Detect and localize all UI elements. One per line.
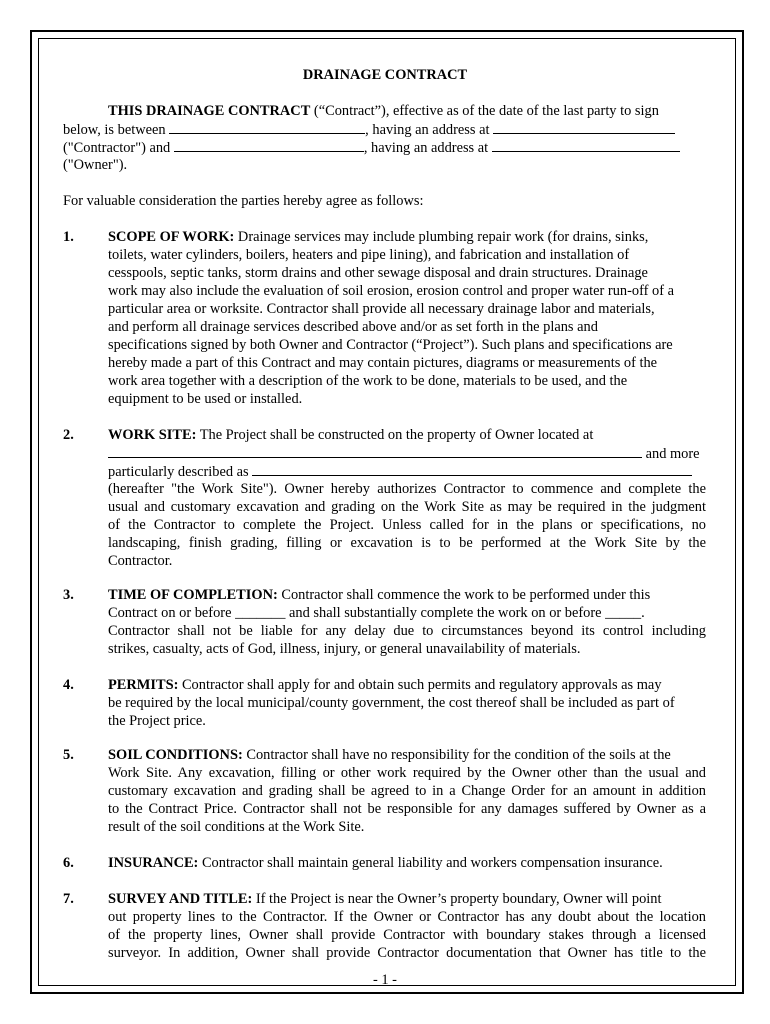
intro-contractor-label: ("Contractor") and [63,140,174,156]
section-1-heading: SCOPE OF WORK: [108,229,235,245]
section-2-line: (hereafter "the Work Site"). Owner hereby authorizes Contractor to commence and complete the [108,481,706,497]
document-title: DRAINAGE CONTRACT [302,67,468,83]
section-7-line-1 [108,890,661,908]
contractor-name-blank[interactable] [169,120,365,134]
section-1-line: work area together with a description of the work to be done, materials to be used, and the [108,373,628,389]
section-1-line: cesspools, septic tanks, storm drains and other sewage disposal and drain structures. Drainage [108,265,648,281]
section-2-line-3 [108,462,692,481]
section-2-number: 2. [63,427,74,443]
intro-line-2 [63,120,675,139]
owner-address-blank[interactable] [492,138,680,152]
consideration-text: For valuable consideration the parties hereby agree as follows: [63,193,424,209]
section-6-line-1 [108,854,663,872]
page-number: - 1 - [373,972,397,988]
section-1-line: toilets, water cylinders, boilers, heaters and pipe lining), and fabrication and installation of [108,247,630,263]
section-5-line-1 [108,746,671,764]
section-1-line: hereby made a part of this Contract and may contain pictures, diagrams or measurements of the [108,355,658,371]
section-3-number: 3. [63,587,74,603]
section-7-line: out property lines to the Contractor. If the Owner or Contractor has any doubt about the location [108,909,706,925]
section-2-line: landscaping, finish grading, filling or excavation is to be performed at the Work Site by the [108,535,706,551]
section-2-line-1 [108,426,593,444]
section-2-line-2 [108,444,700,463]
section-1-line: equipment to be used or installed. [108,391,303,407]
intro-between-label: below, is between [63,122,170,138]
section-4-text: Contractor shall apply for and obtain such permits and regulatory approvals as may [178,677,662,693]
section-4-number: 4. [63,677,74,693]
section-1-line: specifications signed by both Owner and Contractor (“Project”). Such plans and specifications are [108,337,673,353]
section-5-number: 5. [63,747,74,763]
intro-lead-bold: THIS DRAINAGE CONTRACT [108,103,311,119]
section-4-heading: PERMITS: [108,677,179,693]
section-6-number: 6. [63,855,74,871]
section-2-text: The Project shall be constructed on the property of Owner located at [196,427,594,443]
section-7-line: surveyor. In addition, Owner shall provide Contractor documentation that Owner has title to the [108,945,706,961]
section-6-heading: INSURANCE: [108,855,199,871]
section-3-line: Contractor shall not be liable for any delay due to circumstances beyond its control including [108,623,706,639]
section-7-text: If the Project is near the Owner’s property boundary, Owner will point [252,891,662,907]
intro-lead-rest: (“Contract”), effective as of the date of the last party to sign [310,103,659,119]
section-5-line: Work Site. Any excavation, filling or other work required by the Owner other than the usual and [108,765,706,781]
section-2-and-more: and more [645,446,700,462]
section-7-heading: SURVEY AND TITLE: [108,891,253,907]
section-5-line: result of the soil conditions at the Work Site. [108,819,365,835]
intro-line-3 [63,138,680,157]
section-4-line-1 [108,676,662,694]
section-3-line-1 [108,586,650,604]
section-7-number: 7. [63,891,74,907]
section-5-heading: SOIL CONDITIONS: [108,747,243,763]
section-2-line: of the Contractor to complete the Project. Unless called for in the plans or specifications, no [108,517,706,533]
section-1-text: Drainage services may include plumbing repair work (for drains, sinks, [234,229,649,245]
intro-address-label-2: , having an address at [363,140,492,156]
intro-line-4: ("Owner"). [63,157,128,173]
section-2-described-label: particularly described as [108,464,253,480]
section-3-heading: TIME OF COMPLETION: [108,587,278,603]
work-site-description-blank[interactable] [252,462,692,476]
section-1-line: particular area or worksite. Contractor shall provide all necessary drainage labor and materials, [108,301,655,317]
section-1-line: work may also include the evaluation of soil erosion, erosion control and proper water run-off of a [108,283,674,299]
section-1-line: and perform all drainage services described above and/or as set forth in the plans and [108,319,598,335]
section-7-line: of the property lines, Owner shall provide Contractor with boundary stakes through a licensed [108,927,706,943]
section-2-line: usual and customary excavation and grading on the Work Site as may be required in the judgment [108,499,706,515]
section-2-heading: WORK SITE: [108,427,197,443]
section-2-line: Contractor. [108,553,173,569]
section-3-line: strikes, casualty, acts of God, illness, injury, or general unavailability of materials. [108,641,581,657]
section-4-line: the Project price. [108,713,206,729]
section-4-line: be required by the local municipal/county government, the cost thereof shall be included as part of [108,695,675,711]
section-3-line: Contract on or before _______ and shall substantially complete the work on or before _____. [108,605,645,621]
section-6-text: Contractor shall maintain general liability and workers compensation insurance. [198,855,663,871]
section-1-line-1 [108,228,648,246]
work-site-location-blank[interactable] [108,444,642,458]
intro-address-label: , having an address at [365,122,494,138]
contractor-address-blank[interactable] [493,120,675,134]
section-1-number: 1. [63,229,74,245]
section-5-line: customary excavation and grading shall be agreed to in a Change Order for an amount in addition [108,783,706,799]
owner-name-blank[interactable] [174,138,364,152]
section-5-text: Contractor shall have no responsibility for the condition of the soils at the [242,747,671,763]
section-5-line: to the Contract Price. Contractor shall not be responsible for any damages suffered by Owner as a [108,801,706,817]
section-3-text: Contractor shall commence the work to be performed under this [277,587,651,603]
intro-line-1 [108,102,659,120]
